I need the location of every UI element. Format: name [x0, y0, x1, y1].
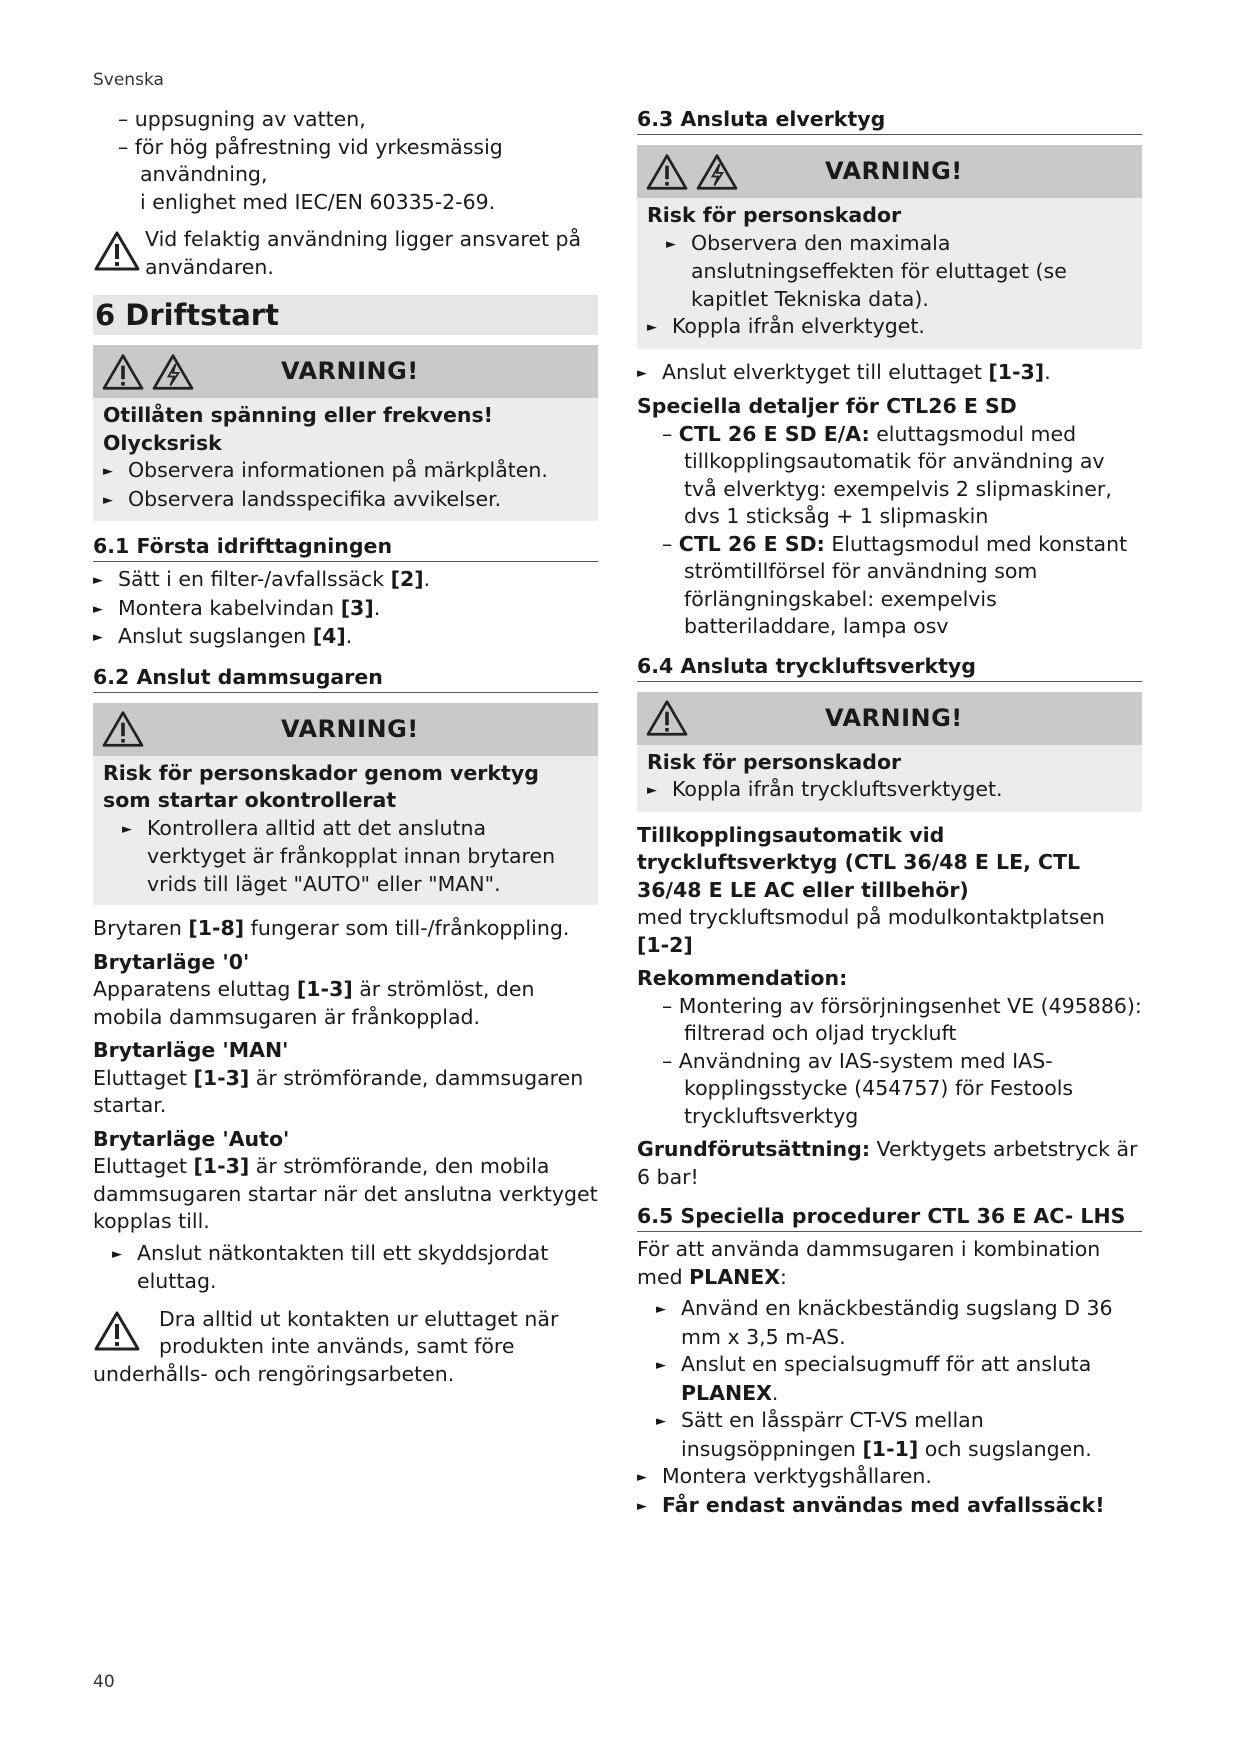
section-title-6-4: 6.4 Ansluta tryckluftsverktyg — [637, 653, 1142, 682]
warning-title: VARNING! — [281, 714, 419, 743]
intro-note-text: Vid felaktig användning ligger ansvaret på användaren. — [145, 227, 582, 279]
warning-header — [637, 145, 1142, 198]
basic-requirement: Grundförutsättning: Verktygets arbetstryck är 6 bar! — [637, 1137, 1138, 1189]
electric-shock-icon — [695, 153, 739, 191]
intro-item: i enlighet med IEC/EN 60335-2-69. — [140, 189, 496, 214]
step-item: ► Montera kabelvindan [3]. — [93, 595, 598, 624]
warning-item: ► Observera informationen på märkplåten. — [103, 457, 590, 486]
warning-triangle-icon — [93, 230, 145, 272]
intro-item: – för hög påfrestning vid yrkesmässig användning, — [118, 134, 503, 186]
switch-text: Brytaren [1-8] fungerar som till-/frånkoppling. — [93, 916, 570, 940]
warning-subtitle: Olycksrisk — [103, 430, 222, 455]
warning-triangle-icon — [645, 153, 689, 191]
warning-item: ► Observera landsspecifika avvikelser. — [103, 486, 590, 515]
section-title-6-1: 6.1 Första idrifttagningen — [93, 533, 598, 562]
switch-position-0-text: Apparatens eluttag [1-3] är strömlöst, den mobila dammsugaren är frånkopplad. — [93, 977, 535, 1029]
left-column — [93, 106, 598, 1388]
step-item: ► Sätt i en filter-/avfallssäck [2]. — [93, 566, 598, 595]
planex-step: ► Sätt en låsspärr CT-VS mellan insugsöppningen [1-1] och sugslangen. — [637, 1407, 1142, 1463]
warning-item: ► Koppla ifrån elverktyget. — [647, 313, 1134, 342]
page-number: 40 — [93, 1672, 115, 1692]
planex-step: ► Använd en knäckbeständig sugslang D 36 mm x 3,5 m-AS. — [637, 1295, 1142, 1351]
warning-title: VARNING! — [825, 157, 963, 185]
planex-step: ► Får endast användas med avfallssäck! — [637, 1492, 1142, 1521]
auto-switch-text: med tryckluftsmodul på modulkontaktplatsen [1-2] — [637, 905, 1105, 957]
connect-tool-item: ► Anslut elverktyget till eluttaget [1-3]. — [637, 359, 1142, 388]
switch-position-auto-title: Brytarläge 'Auto' — [93, 1126, 290, 1151]
special-item: – CTL 26 E SD: Eluttagsmodul med konstant strömtillförsel för användning som förlängningskabel: exempelvis batteriladdare, lampa osv — [662, 531, 1128, 638]
planex-step: ► Montera verktygshållaren. — [637, 1463, 1142, 1492]
auto-switch-title: Tillkopplingsautomatik vid tryckluftsverktyg (CTL 36/48 E LE, CTL 36/48 E LE AC eller tillbehör) — [637, 822, 1081, 902]
unplug-note — [93, 1306, 598, 1389]
warning-subtitle: Risk för personskador genom verktyg som startar okontrollerat — [103, 760, 539, 812]
warning-header — [93, 345, 598, 398]
warning-item: ► Koppla ifrån tryckluftsverktyget. — [647, 776, 1134, 805]
electric-shock-icon — [151, 353, 195, 391]
warning-box-compressed-air — [637, 692, 1142, 812]
recommendation-item: – Montering av försörjningsenhet VE (495886): filtrerad och oljad tryckluft — [662, 993, 1142, 1045]
warning-box-tool-start — [93, 703, 598, 906]
switch-position-0-title: Brytarläge '0' — [93, 949, 250, 974]
intro-note — [93, 226, 598, 281]
language-label: Svenska — [93, 70, 164, 90]
warning-triangle-icon — [93, 1310, 145, 1352]
recommendation-item: – Användning av IAS-system med IAS-kopplingsstycke (454757) för Festools tryckluftsverktyg — [662, 1048, 1074, 1128]
warning-box-voltage — [93, 345, 598, 521]
warning-subtitle: Risk för personskador — [647, 203, 902, 227]
section-title-6-2: 6.2 Anslut dammsugaren — [93, 664, 598, 693]
special-item: – CTL 26 E SD E/A: eluttagsmodul med tillkopplingsautomatik för användning av två elverktyg: exempelvis 2 slipmaskiner, dvs 1 sticksåg + 1 slipmaskin — [662, 421, 1112, 528]
warning-triangle-icon — [645, 699, 689, 737]
warning-header — [637, 692, 1142, 745]
planex-intro: För att använda dammsugaren i kombination med PLANEX: — [637, 1237, 1101, 1289]
chapter-title: 6 Driftstart — [93, 295, 598, 335]
section-title-6-3: 6.3 Ansluta elverktyg — [637, 106, 1142, 135]
planex-step: ► Anslut en specialsugmuff för att ansluta PLANEX. — [637, 1351, 1142, 1407]
special-details-title: Speciella detaljer för CTL26 E SD — [637, 394, 1017, 418]
warning-box-power-tools — [637, 145, 1142, 349]
switch-position-man-text: Eluttaget [1-3] är strömförande, dammsugaren startar. — [93, 1065, 584, 1117]
recommendation-title: Rekommendation: — [637, 966, 848, 990]
warning-item: ► Kontrollera alltid att det anslutna verktyget är frånkopplat innan brytaren vrids till läget "AUTO" eller "MAN". — [103, 815, 590, 899]
warning-triangle-icon — [101, 353, 145, 391]
step-item: ► Anslut sugslangen [4]. — [93, 623, 598, 652]
right-column — [637, 106, 1142, 1520]
switch-position-man-title: Brytarläge 'MAN' — [93, 1038, 289, 1062]
intro-item: – uppsugning av vatten, — [118, 107, 366, 131]
warning-title: VARNING! — [825, 703, 963, 732]
warning-subtitle: Otillåten spänning eller frekvens! — [103, 403, 493, 427]
switch-position-auto-text: Eluttaget [1-3] är strömförande, den mobila dammsugaren startar när det anslutna verktyget kopplas till. — [93, 1154, 598, 1233]
warning-item: ► Observera den maximala anslutningseffekten för eluttaget (se kapitlet Tekniska data). — [647, 230, 1134, 314]
section-title-6-5: 6.5 Speciella procedurer CTL 36 E AC- LHS — [637, 1203, 1142, 1232]
warning-header — [93, 703, 598, 756]
warning-title: VARNING! — [281, 357, 419, 385]
warning-triangle-icon — [101, 710, 145, 748]
connect-item: ► Anslut nätkontakten till ett skyddsjordat eluttag. — [93, 1240, 598, 1296]
unplug-note-text: Dra alltid ut kontakten ur eluttaget när produkten inte används, samt före underhålls- och rengöringsarbeten. — [93, 1306, 559, 1386]
warning-subtitle: Risk för personskador — [647, 749, 902, 774]
